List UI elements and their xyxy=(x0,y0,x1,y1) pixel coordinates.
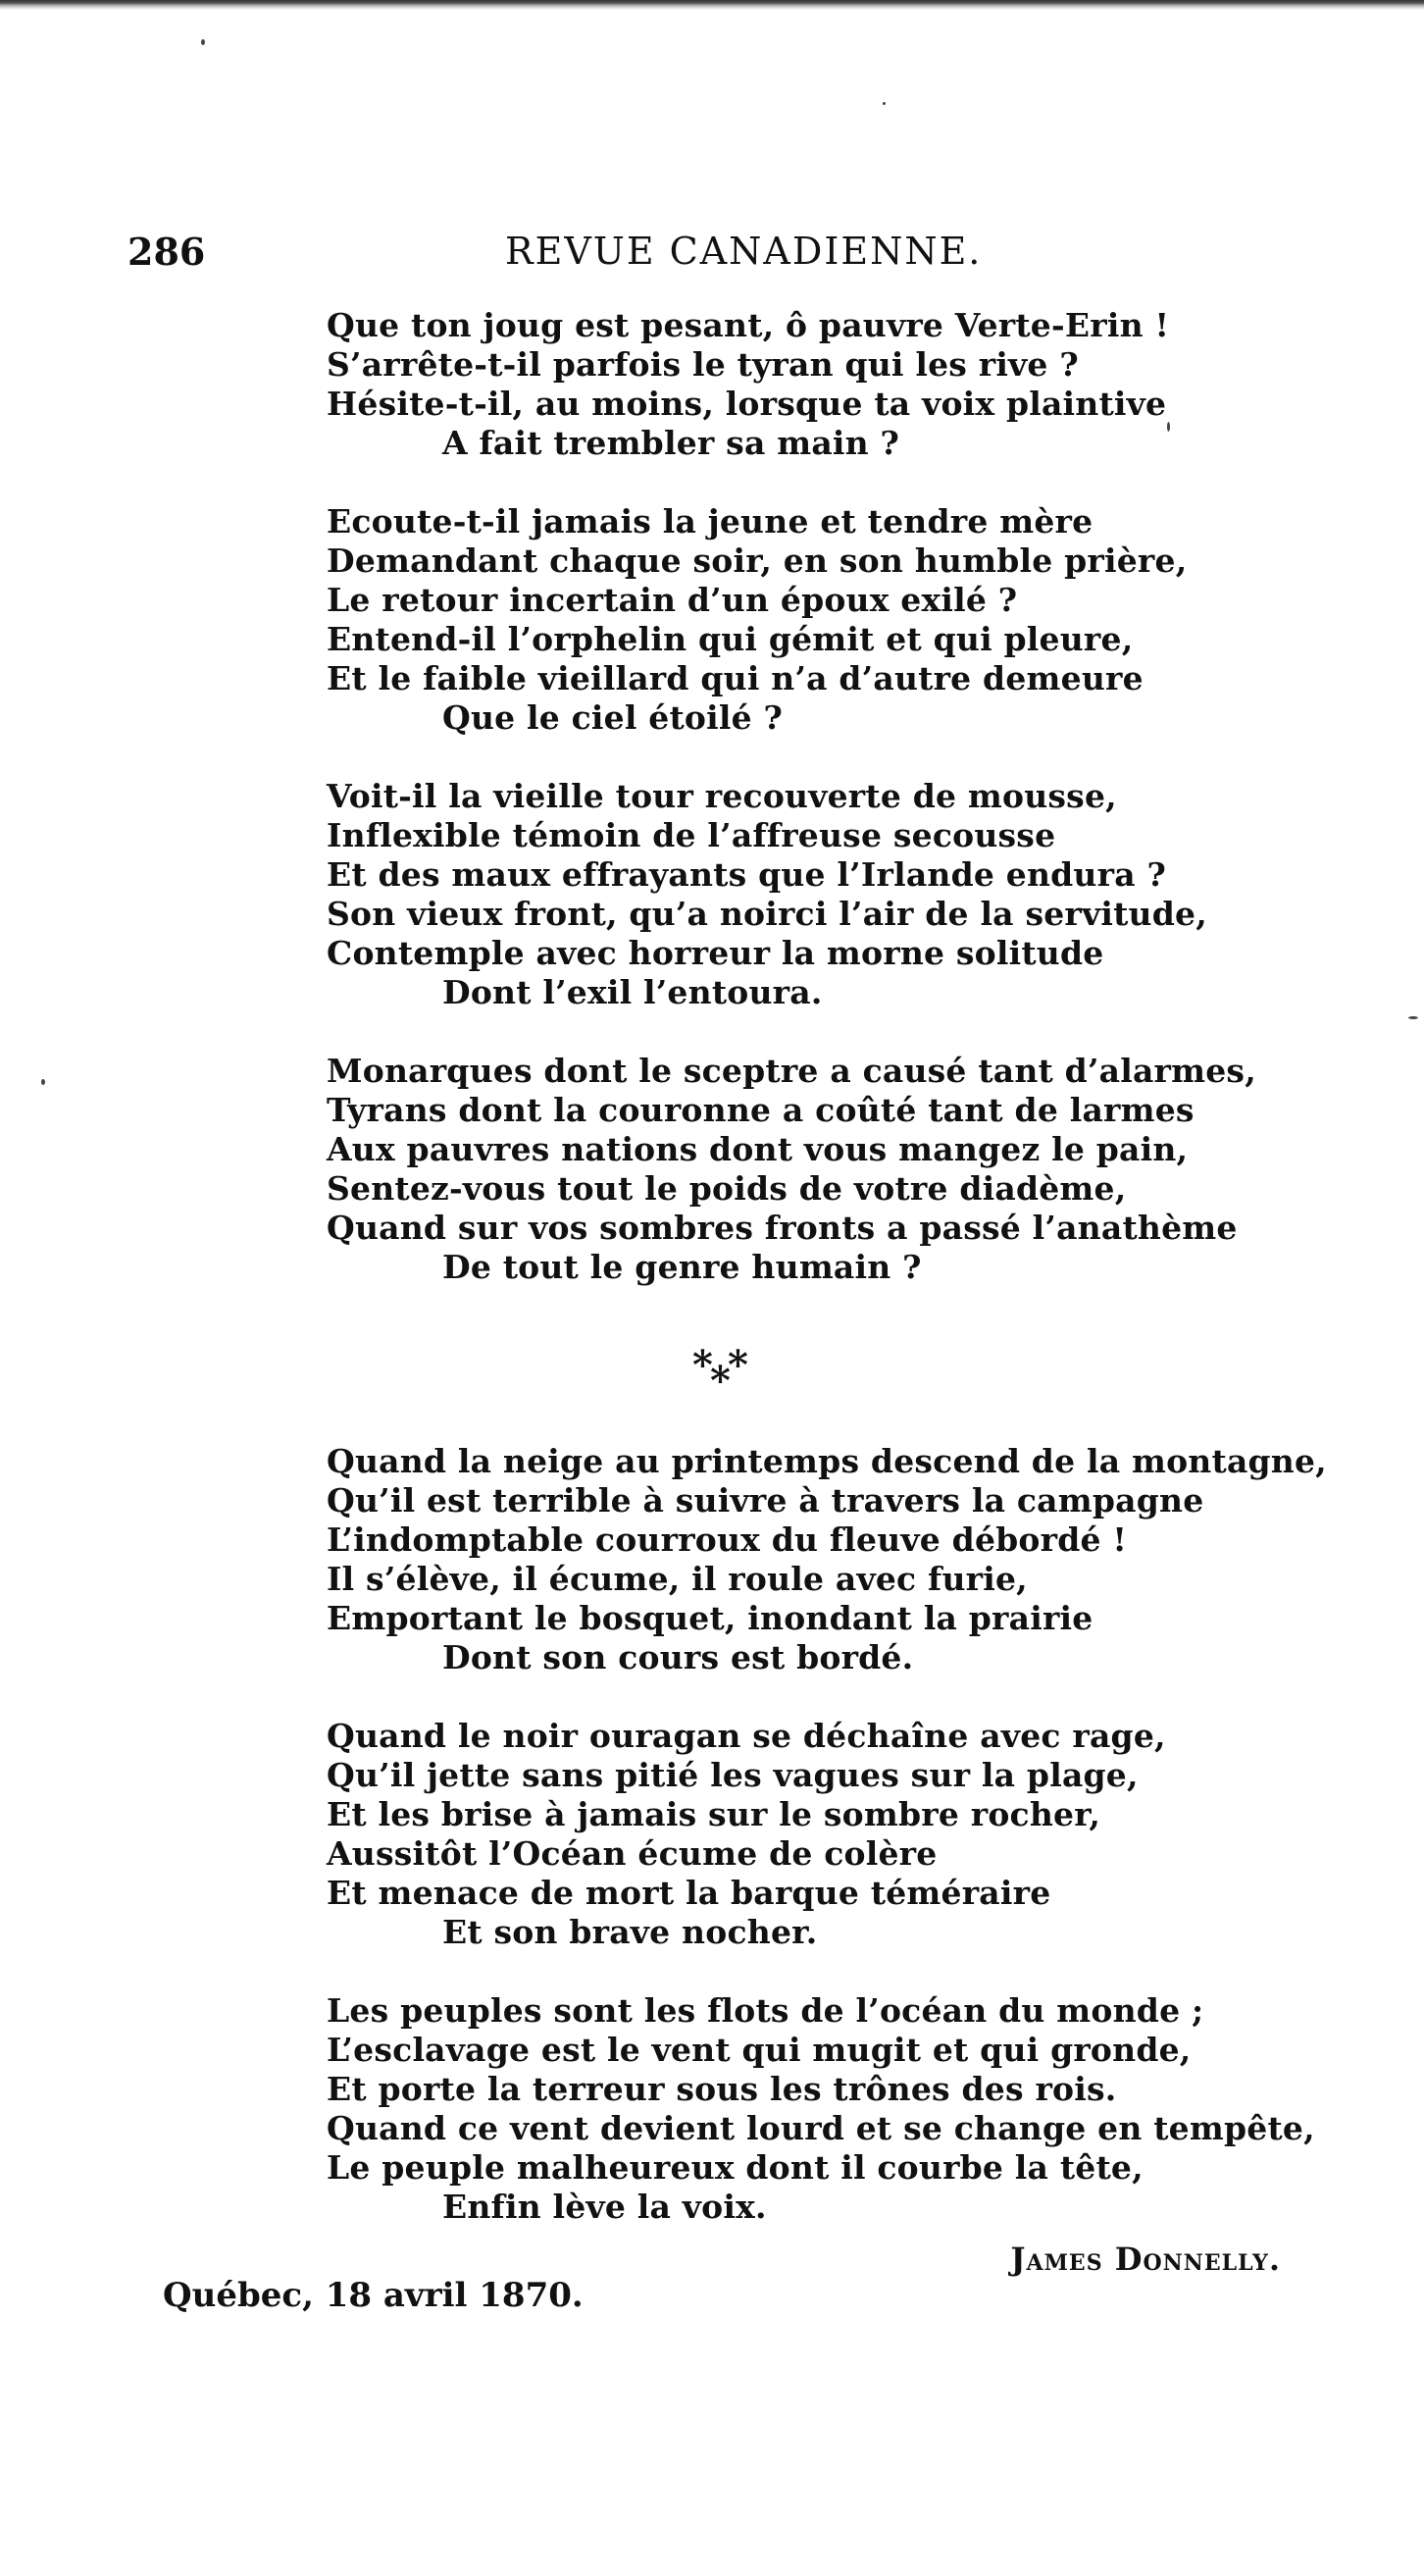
poem-part-two xyxy=(327,1442,1327,2227)
verse-line: Qu’il est terrible à suivre à travers la campagne xyxy=(327,1481,1204,1520)
asterisk-glyph: * xyxy=(728,1342,748,1388)
page-number: 286 xyxy=(127,230,206,274)
author-signature: James Donnelly. xyxy=(1010,2241,1281,2278)
verse-line: Qu’il jette sans pitié les vagues sur la plage, xyxy=(327,1756,1139,1794)
asterisk-glyph: * xyxy=(692,1342,713,1388)
verse-line: Aux pauvres nations dont vous mangez le pain, xyxy=(327,1130,1189,1168)
verse-line: Tyrans dont la couronne a coûté tant de larmes xyxy=(327,1091,1195,1129)
stanza xyxy=(327,1442,1327,1677)
verse-line: Et porte la terreur sous les trônes des rois. xyxy=(327,2070,1117,2108)
verse-line: Voit-il la vieille tour recouverte de mousse, xyxy=(327,777,1117,815)
print-speck xyxy=(883,102,886,105)
print-speck xyxy=(1408,1016,1418,1019)
page-top-edge xyxy=(0,0,1424,10)
verse-line: Dont son cours est bordé. xyxy=(442,1638,914,1676)
verse-line: Et les brise à jamais sur le sombre rocher, xyxy=(327,1795,1101,1833)
verse-line: Et des maux effrayants que l’Irlande endura ? xyxy=(327,855,1167,894)
stanza xyxy=(327,1052,1307,1287)
verse-line: Et le faible vieillard qui n’a d’autre demeure xyxy=(327,659,1144,697)
verse-line: Entend-il l’orphelin qui gémit et qui pleure, xyxy=(327,620,1134,658)
verse-line: Et menace de mort la barque téméraire xyxy=(327,1874,1051,1912)
verse-line: Le peuple malheureux dont il courbe la tête, xyxy=(327,2148,1144,2187)
verse-line: S’arrête-t-il parfois le tyran qui les rive ? xyxy=(327,345,1079,384)
verse-line: Que le ciel étoilé ? xyxy=(442,698,784,737)
verse-line: Aussitôt l’Océan écume de colère xyxy=(327,1834,938,1873)
verse-line: Que ton joug est pesant, ô pauvre Verte-Erin ! xyxy=(327,306,1170,344)
verse-line: Quand sur vos sombres fronts a passé l’anathème xyxy=(327,1209,1238,1247)
stanza xyxy=(327,306,1307,463)
verse-line: Son vieux front, qu’a noirci l’air de la servitude, xyxy=(327,895,1207,933)
stanza xyxy=(327,777,1307,1012)
verse-line: A fait trembler sa main ? xyxy=(442,424,900,462)
verse-line: L’indomptable courroux du fleuve débordé ! xyxy=(327,1520,1128,1559)
stanza xyxy=(327,1717,1307,1952)
running-title: REVUE CANADIENNE. xyxy=(505,230,983,273)
verse-line: Hésite-t-il, au moins, lorsque ta voix plaintive xyxy=(327,385,1167,423)
verse-line: L’esclavage est le vent qui mugit et qui gronde, xyxy=(327,2031,1192,2069)
poem-part-one xyxy=(327,306,1307,1287)
verse-line: Le retour incertain d’un époux exilé ? xyxy=(327,581,1018,619)
verse-line: Ecoute-t-il jamais la jeune et tendre mère xyxy=(327,502,1093,541)
print-speck xyxy=(41,1079,45,1085)
stanza xyxy=(327,502,1307,738)
verse-line: Dont l’exil l’entoura. xyxy=(442,973,823,1011)
verse-line: Quand la neige au printemps descend de la montagne, xyxy=(327,1442,1327,1480)
stanza xyxy=(327,1991,1315,2227)
verse-line: Contemple avec horreur la morne solitude xyxy=(327,934,1104,972)
asterisk-glyph: * xyxy=(710,1358,731,1404)
page-header xyxy=(0,222,1424,281)
verse-line: Les peuples sont les flots de l’océan du monde ; xyxy=(327,1991,1204,2030)
verse-line: Demandant chaque soir, en son humble prière, xyxy=(327,541,1188,580)
verse-line: Sentez-vous tout le poids de votre diadème, xyxy=(327,1169,1127,1208)
verse-line: Emportant le bosquet, inondant la prairie xyxy=(327,1599,1093,1637)
verse-line: Monarques dont le sceptre a causé tant d’alarmes, xyxy=(327,1052,1256,1090)
verse-line: Quand ce vent devient lourd et se change en tempête, xyxy=(327,2109,1315,2147)
verse-line: Et son brave nocher. xyxy=(442,1913,818,1951)
verse-line: Quand le noir ouragan se déchaîne avec rage, xyxy=(327,1717,1166,1755)
asterism xyxy=(687,1342,765,1404)
print-speck xyxy=(201,39,205,45)
verse-line: Inflexible témoin de l’affreuse secousse xyxy=(327,816,1056,854)
verse-line: Enfin lève la voix. xyxy=(442,2188,767,2226)
verse-line: Il s’élève, il écume, il roule avec furie, xyxy=(327,1560,1028,1598)
verse-line: De tout le genre humain ? xyxy=(442,1248,922,1286)
place-date: Québec, 18 avril 1870. xyxy=(163,2276,584,2315)
